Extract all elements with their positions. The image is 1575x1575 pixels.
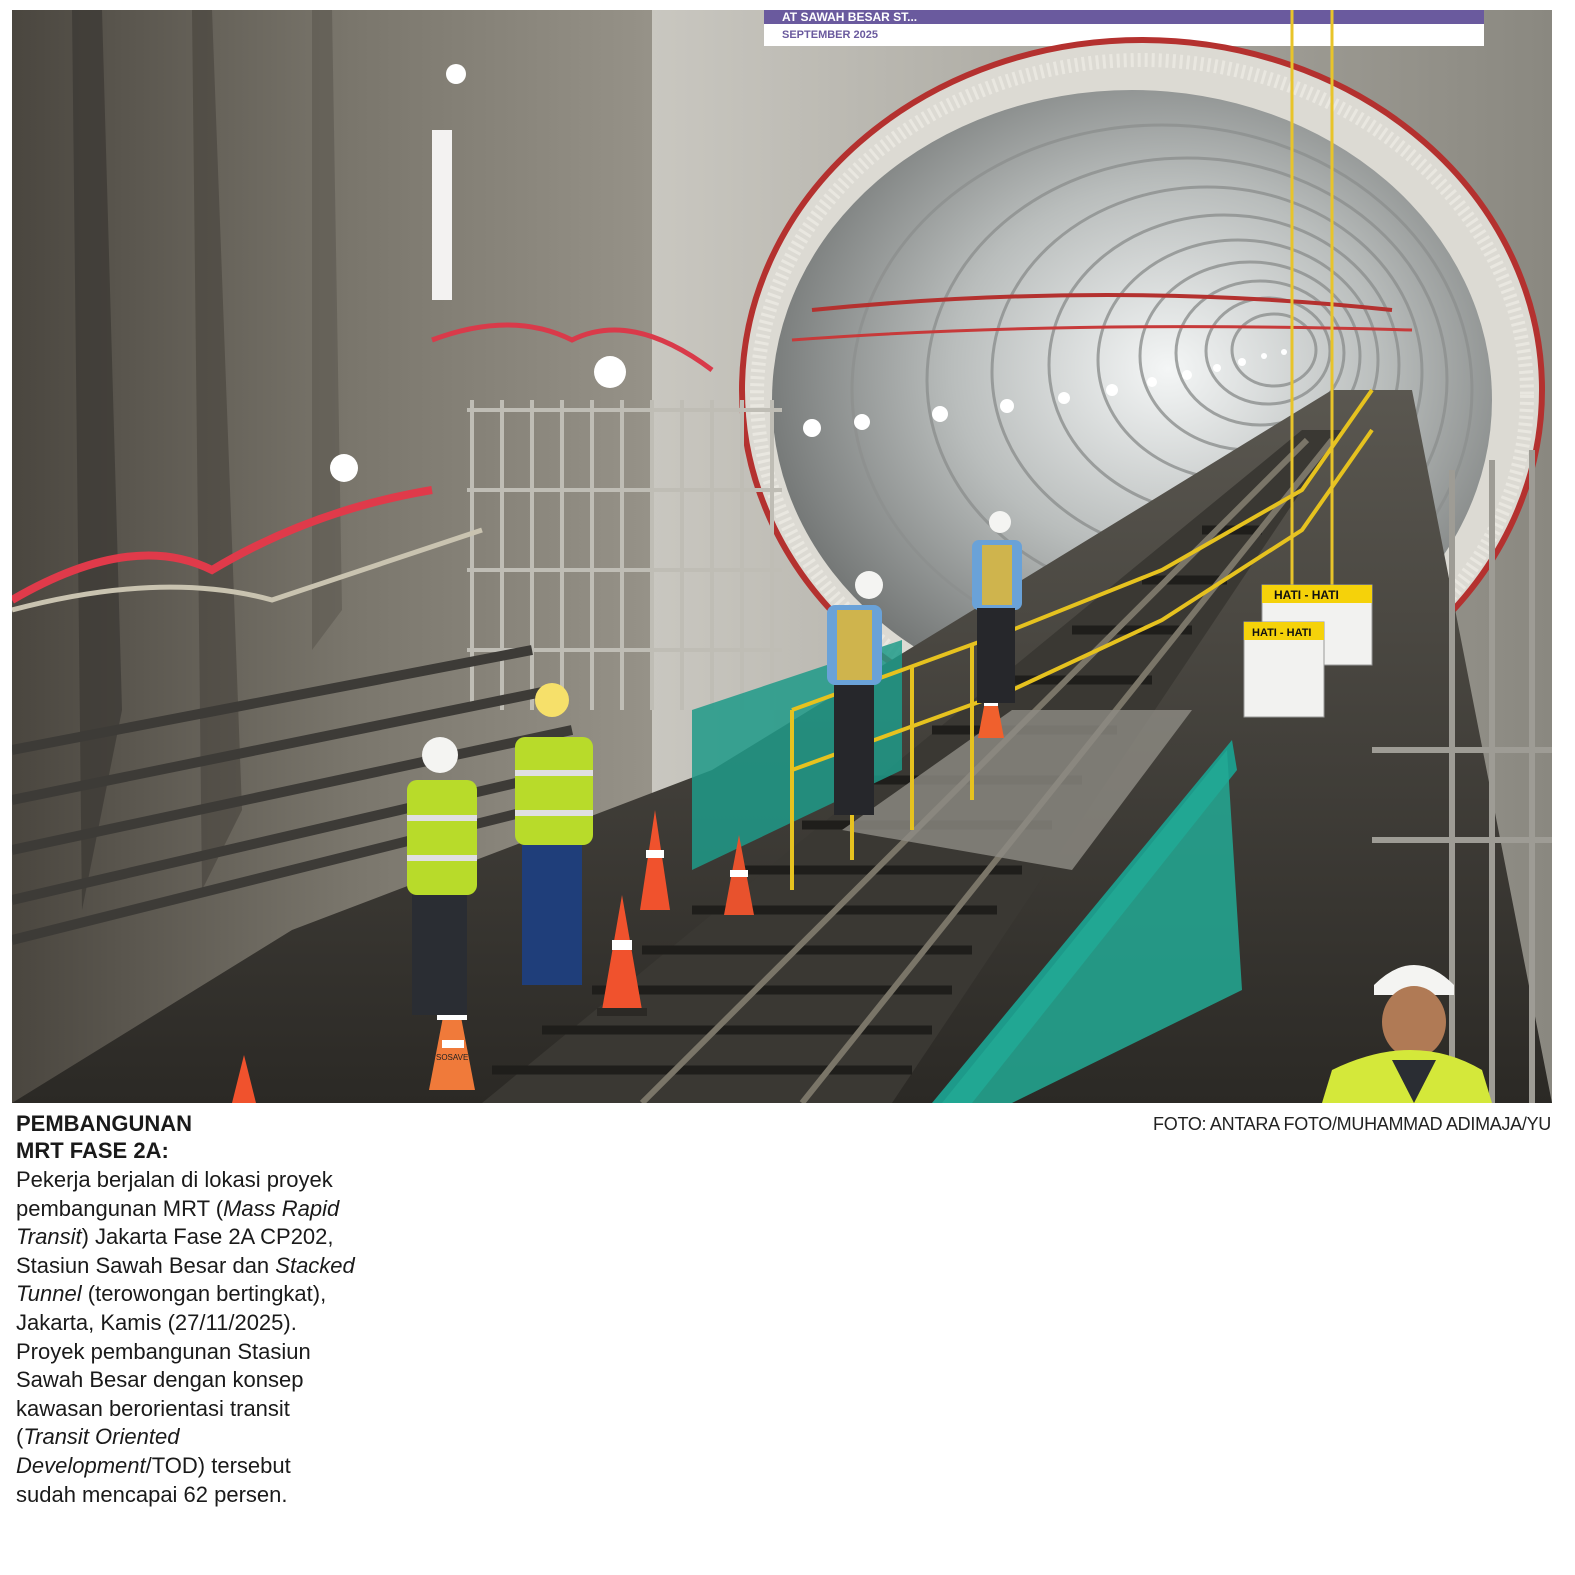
warning-sign-text: HATI - HATI: [1252, 627, 1312, 639]
caption-title: [16, 1110, 192, 1164]
banner-line2: SEPTEMBER 2025: [782, 29, 878, 41]
caption-italic-text: Stacked Tunnel: [16, 1252, 355, 1307]
caption-title-line1: PEMBANGUNAN: [16, 1111, 192, 1136]
caption-text: (terowongan bertingkat), Jakarta, Kamis (27/11/2025). Proyek pembangunan Stasiun Sawah Besar dengan konsep kawasan berorientasi transit (: [16, 1281, 327, 1450]
caption-text: /TOD) tersebut sudah mencapai 62 persen.: [16, 1452, 291, 1507]
banner-line1: AT SAWAH BESAR ST...: [782, 10, 918, 24]
caption-body: [16, 1166, 356, 1509]
caption-text: Pekerja berjalan di lokasi proyek pembangunan MRT (: [16, 1167, 333, 1221]
caption-italic-text: Transit Oriented Development: [16, 1424, 180, 1478]
news-photo: [12, 10, 1552, 1103]
caption-italic-text: Mass Rapid Transit: [16, 1195, 340, 1250]
caption-text: ) Jakarta Fase 2A CP202, Stasiun Sawah Besar dan: [16, 1224, 334, 1278]
photo-credit: FOTO: ANTARA FOTO/MUHAMMAD ADIMAJA/YU: [1153, 1114, 1551, 1134]
cone-label: SOSAVE: [436, 1053, 469, 1062]
warning-sign-text: HATI - HATI: [1274, 588, 1339, 602]
caption-title-line2: MRT FASE 2A:: [16, 1138, 169, 1163]
